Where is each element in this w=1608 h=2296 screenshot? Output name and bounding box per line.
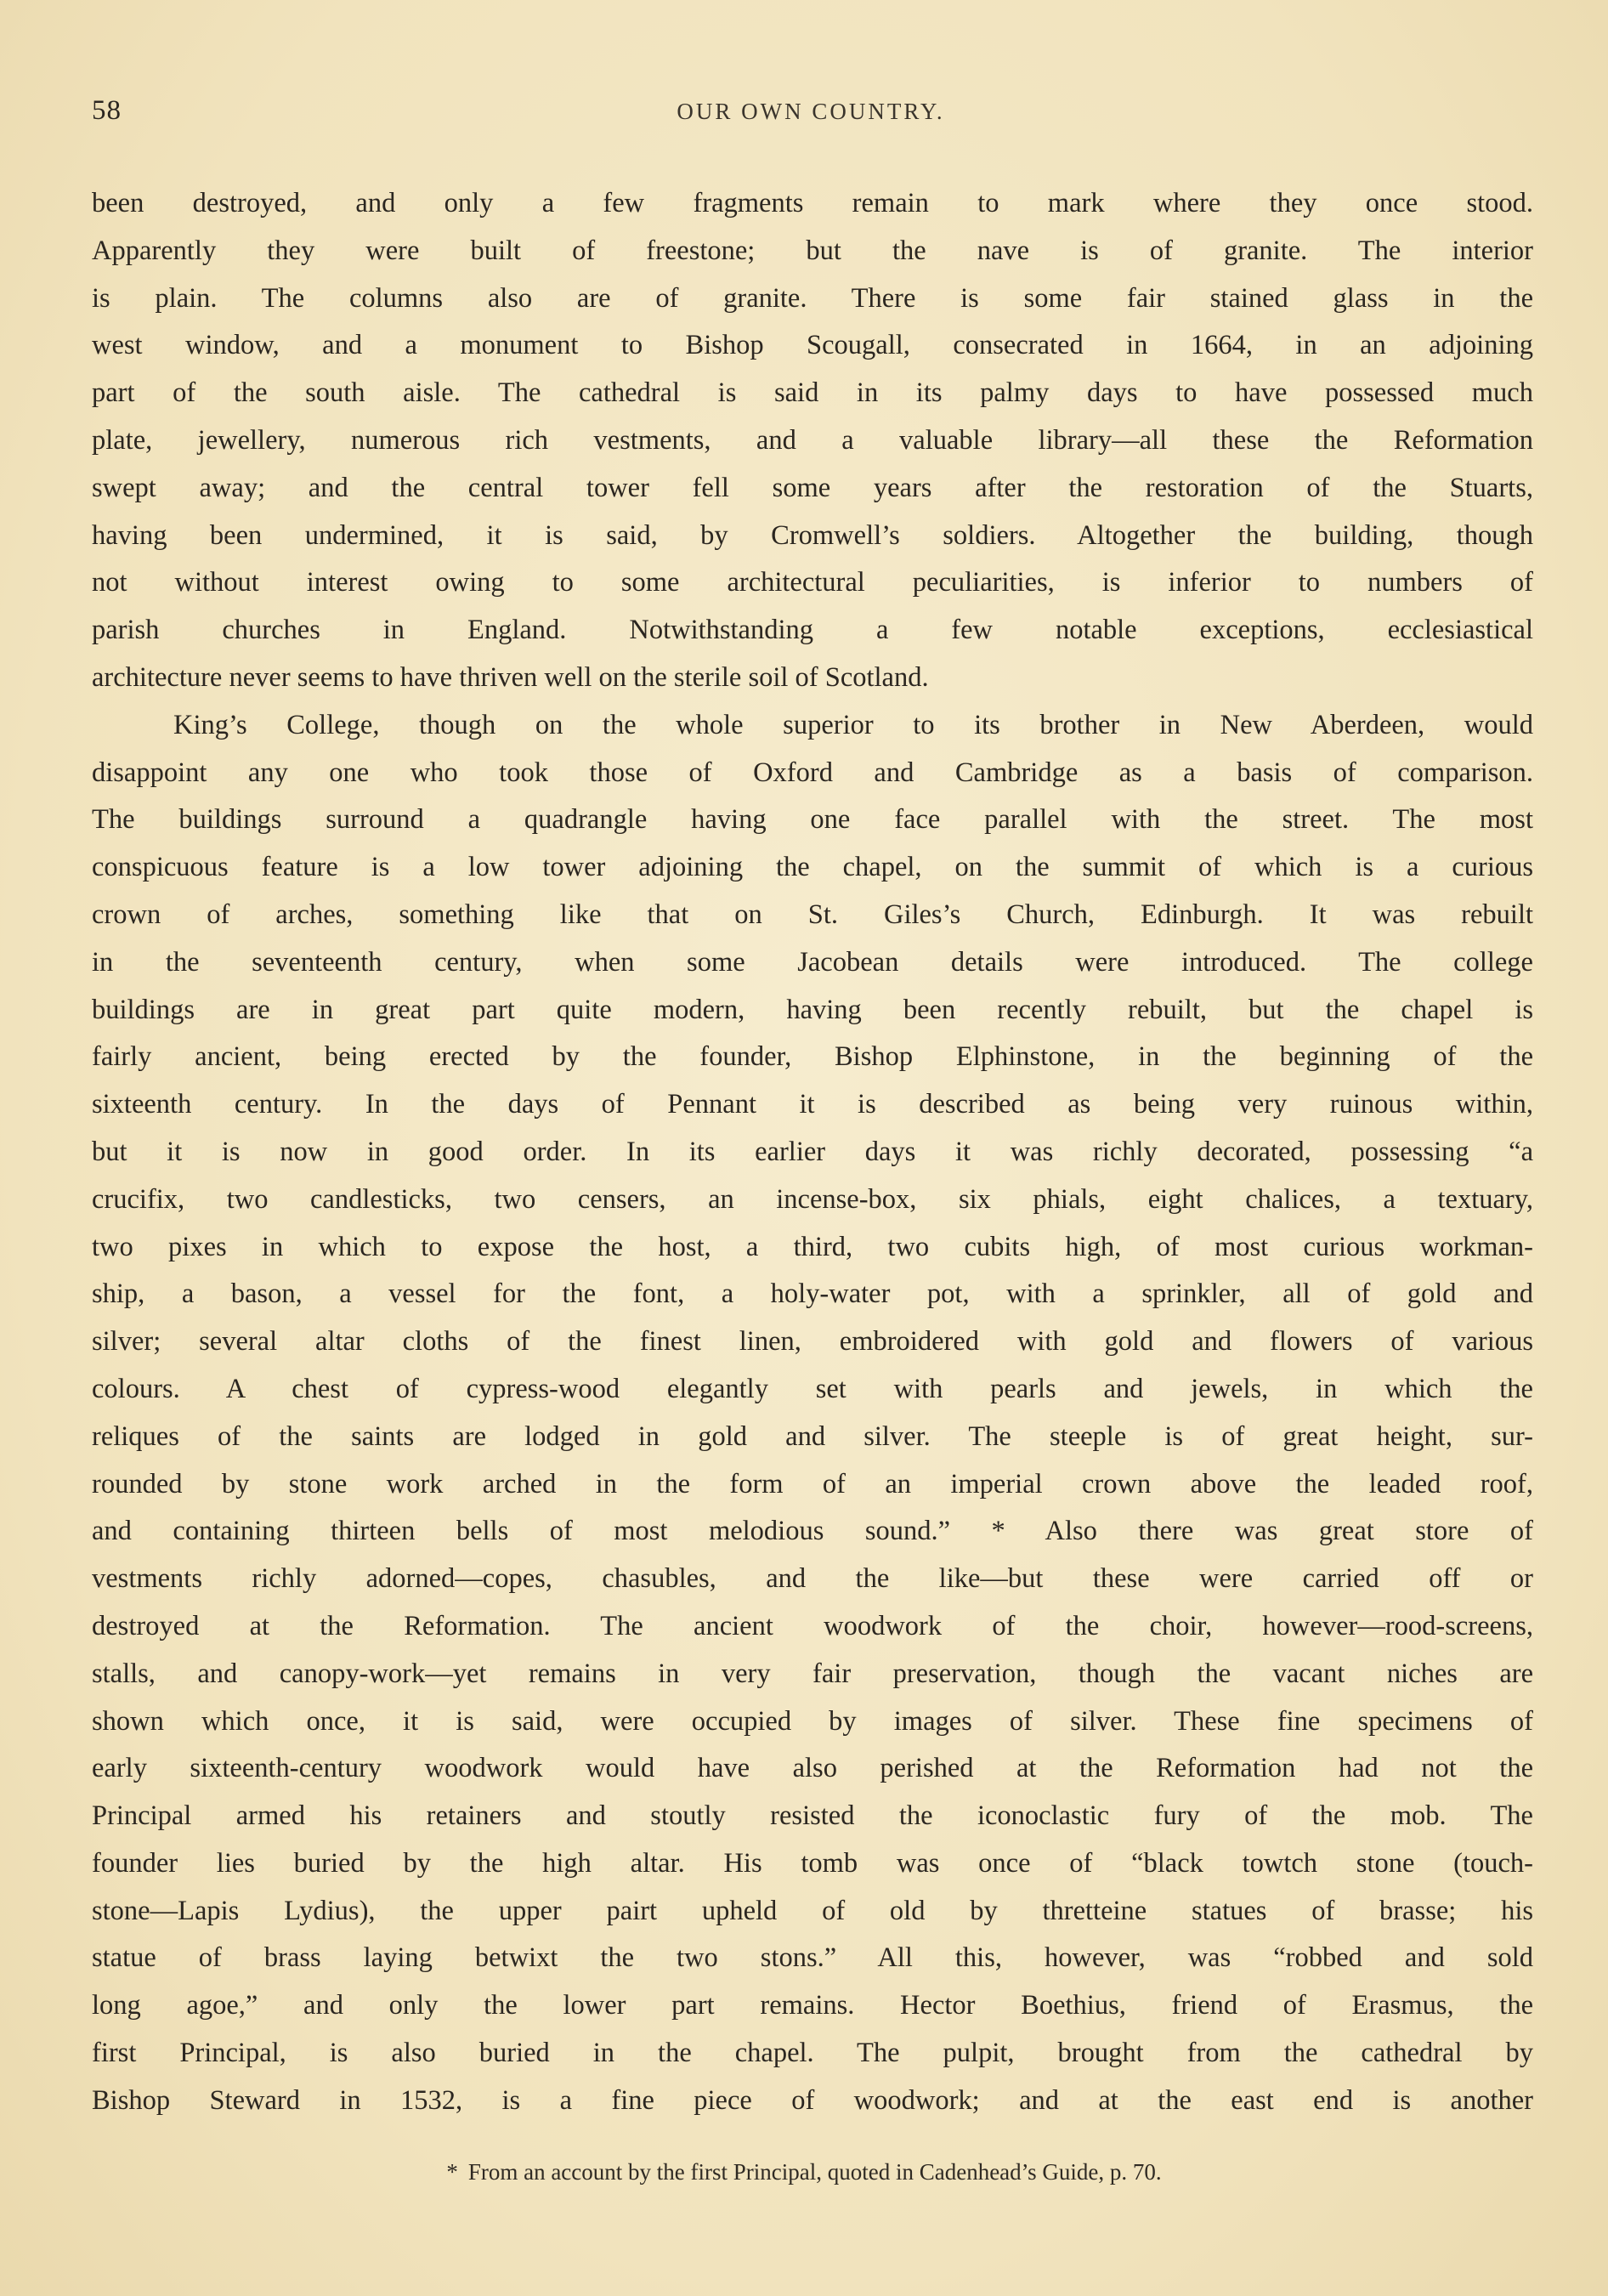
- footnote-text: From an account by the first Principal, quoted in Cadenhead’s Guide, p. 70.: [467, 2159, 1162, 2185]
- text-line: buildings are in great part quite modern, having been recently rebuilt, but the chapel is: [92, 994, 1533, 1025]
- text-line: first Principal, is also buried in the chapel. The pulpit, brought from the cathedral by: [92, 2038, 1533, 2069]
- footnote: [0, 2159, 1608, 2185]
- page-header: [92, 95, 1530, 138]
- text-line: not without interest owing to some architectural peculiarities, is inferior to numbers of: [92, 567, 1533, 598]
- text-line: early sixteenth-century woodwork would have also perished at the Reformation had not the: [92, 1753, 1533, 1784]
- footnote-marker: *: [446, 2159, 458, 2185]
- text-line: stalls, and canopy-work—yet remains in very fair preservation, though the vacant niches are: [92, 1658, 1533, 1689]
- text-line: fairly ancient, being erected by the founder, Bishop Elphinstone, in the beginning of the: [92, 1041, 1533, 1073]
- text-line: The buildings surround a quadrangle having one face parallel with the street. The most: [92, 804, 1533, 836]
- text-line: swept away; and the central tower fell some years after the restoration of the Stuarts,: [92, 472, 1533, 503]
- text-line: stone—Lapis Lydius), the upper pairt upheld of old by thretteine statues of brasse; his: [92, 1895, 1533, 1926]
- text-line: disappoint any one who took those of Oxford and Cambridge as a basis of comparison.: [92, 757, 1533, 788]
- text-line: vestments richly adorned—copes, chasubles, and the like—but these were carried off or: [92, 1563, 1533, 1595]
- text-line: silver; several altar cloths of the finest linen, embroidered with gold and flowers of various: [92, 1326, 1533, 1358]
- text-line: is plain. The columns also are of granite. There is some fair stained glass in the: [92, 282, 1533, 314]
- text-line: in the seventeenth century, when some Jacobean details were introduced. The college: [92, 946, 1533, 978]
- text-line: been destroyed, and only a few fragments remain to mark where they once stood.: [92, 188, 1533, 218]
- text-line: part of the south aisle. The cathedral is said in its palmy days to have possessed much: [92, 377, 1533, 409]
- text-line: Principal armed his retainers and stoutly resisted the iconoclastic fury of the mob. The: [92, 1800, 1533, 1832]
- text-line: Apparently they were built of freestone; but the nave is of granite. The interior: [92, 235, 1533, 266]
- text-line: crown of arches, something like that on St. Giles’s Church, Edinburgh. It was rebuilt: [92, 899, 1533, 930]
- text-line: plate, jewellery, numerous rich vestments, and a valuable library—all these the Reformation: [92, 424, 1533, 456]
- running-head: OUR OWN COUNTRY.: [677, 99, 945, 124]
- body-text: [92, 180, 1533, 2125]
- text-line: crucifix, two candlesticks, two censers, an incense-box, six phials, eight chalices, a textuary,: [92, 1183, 1533, 1215]
- text-line: destroyed at the Reformation. The ancient woodwork of the choir, however—rood-screens,: [92, 1610, 1533, 1641]
- paragraph-1: [92, 180, 1533, 702]
- text-line: Bishop Steward in 1532, is a fine piece of woodwork; and at the east end is another: [92, 2084, 1533, 2116]
- text-line: and containing thirteen bells of most melodious sound.” * Also there was great store of: [92, 1516, 1533, 1547]
- page-number: 58: [92, 95, 122, 126]
- paragraph-2: [92, 702, 1533, 2125]
- text-line: sixteenth century. In the days of Pennant it is described as being very ruinous within,: [92, 1089, 1533, 1120]
- text-line: shown which once, it is said, were occupied by images of silver. These fine specimens of: [92, 1705, 1533, 1737]
- text-line: King’s College, though on the whole superior to its brother in New Aberdeen, would: [173, 709, 1533, 740]
- text-line: colours. A chest of cypress-wood elegantly set with pearls and jewels, in which the: [92, 1373, 1533, 1404]
- text-line: architecture never seems to have thriven well on the sterile soil of Scotland.: [92, 661, 929, 693]
- text-line: long agoe,” and only the lower part remains. Hector Boethius, friend of Erasmus, the: [92, 1990, 1533, 2021]
- text-line: statue of brass laying betwixt the two stons.” All this, however, was “robbed and sold: [92, 1942, 1533, 1974]
- text-line: having been undermined, it is said, by Cromwell’s soldiers. Altogether the building, though: [92, 519, 1533, 551]
- text-line: reliques of the saints are lodged in gold and silver. The steeple is of great height, sur-: [92, 1420, 1533, 1452]
- text-line: founder lies buried by the high altar. His tomb was once of “black towtch stone (touch-: [92, 1847, 1533, 1879]
- text-line: parish churches in England. Notwithstanding a few notable exceptions, ecclesiastical: [92, 615, 1533, 646]
- text-line: but it is now in good order. In its earlier days it was richly decorated, possessing “a: [92, 1136, 1533, 1167]
- text-line: two pixes in which to expose the host, a third, two cubits high, of most curious workman-: [92, 1231, 1533, 1262]
- text-line: conspicuous feature is a low tower adjoining the chapel, on the summit of which is a curious: [92, 852, 1533, 883]
- text-line: west window, and a monument to Bishop Scougall, consecrated in 1664, in an adjoining: [92, 330, 1533, 361]
- text-line: ship, a bason, a vessel for the font, a holy-water pot, with a sprinkler, all of gold and: [92, 1278, 1533, 1310]
- text-line: rounded by stone work arched in the form of an imperial crown above the leaded roof,: [92, 1468, 1533, 1499]
